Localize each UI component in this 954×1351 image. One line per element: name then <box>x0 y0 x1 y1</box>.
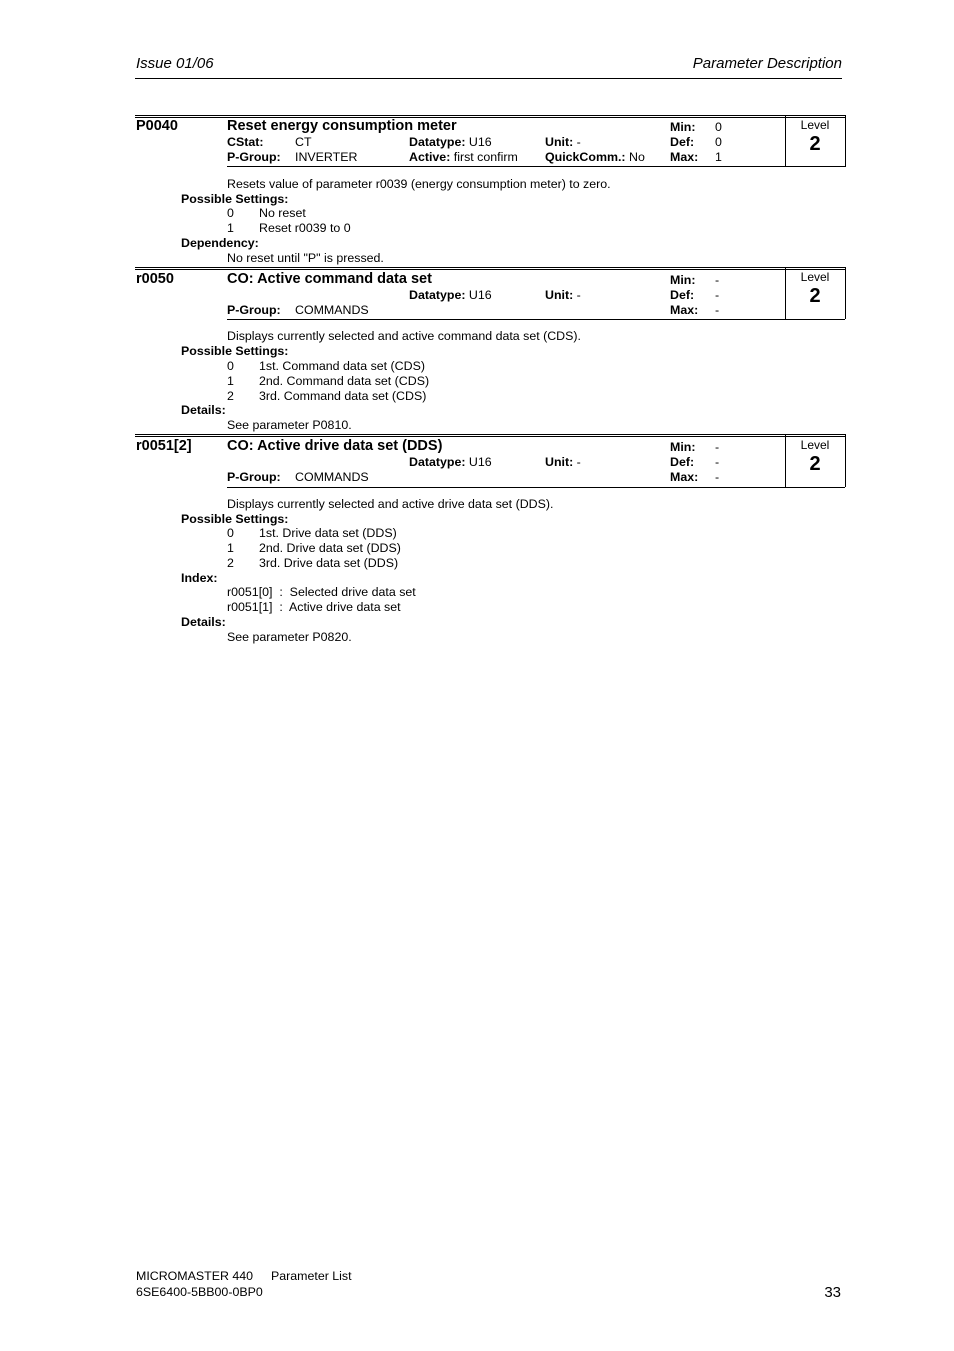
def-value: - <box>715 455 720 469</box>
details-text: See parameter P0810. <box>227 418 352 432</box>
settings-label: Possible Settings: <box>181 344 289 358</box>
param-title: CO: Active command data set <box>227 271 432 287</box>
param-top-rule <box>135 434 845 435</box>
min-value: - <box>715 273 720 287</box>
setting-code: 0 <box>227 206 234 220</box>
index-entry: r0051[0] : Selected drive data set <box>227 585 416 599</box>
level-box-right <box>845 434 846 487</box>
active <box>409 150 518 165</box>
dependency-text: No reset until "P" is pressed. <box>227 251 384 265</box>
setting-text: 3rd. Command data set (CDS) <box>259 389 427 403</box>
index-entry: r0051[1] : Active drive data set <box>227 600 401 614</box>
datatype-value: U16 <box>468 288 492 302</box>
details-label: Details: <box>181 403 226 417</box>
datatype-value: U16 <box>468 135 492 149</box>
setting-text: 1st. Command data set (CDS) <box>259 359 425 373</box>
unit-value: - <box>576 455 581 469</box>
setting-text: 2nd. Command data set (CDS) <box>259 374 430 388</box>
footer-doc-type: Parameter List <box>271 1269 352 1283</box>
param-description: Displays currently selected and active command data set (CDS). <box>227 329 581 343</box>
quickcomm-label: QuickComm.: <box>545 150 626 164</box>
param-title: CO: Active drive data set (DDS) <box>227 438 443 454</box>
settings-label: Possible Settings: <box>181 512 289 526</box>
level-value: 2 <box>809 285 821 307</box>
max-value: 1 <box>715 150 722 164</box>
level-box-right <box>845 267 846 319</box>
datatype <box>409 455 492 470</box>
param-header-bottom-rule <box>227 319 845 320</box>
param-id: r0051[2] <box>136 438 192 454</box>
level-box-right <box>845 115 846 167</box>
setting-text: No reset <box>259 206 306 220</box>
datatype <box>409 288 492 303</box>
setting-code: 1 <box>227 541 234 555</box>
active-label: Active: <box>409 150 451 164</box>
param-header-bottom-rule <box>227 487 845 488</box>
setting-code: 2 <box>227 556 234 570</box>
min-label: Min: <box>670 440 696 454</box>
settings-label: Possible Settings: <box>181 192 289 206</box>
datatype-label: Datatype: <box>409 455 466 469</box>
header-section-title: Parameter Description <box>692 55 842 72</box>
unit-label: Unit: <box>545 135 574 149</box>
setting-code: 1 <box>227 221 234 235</box>
datatype-label: Datatype: <box>409 135 466 149</box>
page-number: 33 <box>824 1284 841 1301</box>
param-top-rule-2 <box>135 269 845 270</box>
def-label: Def: <box>670 135 695 149</box>
max-label: Max: <box>670 470 699 484</box>
setting-code: 1 <box>227 374 234 388</box>
setting-code: 0 <box>227 526 234 540</box>
pgroup-value: COMMANDS <box>295 470 369 484</box>
setting-code: 0 <box>227 359 234 373</box>
def-label: Def: <box>670 455 695 469</box>
unit-value: - <box>576 135 581 149</box>
dependency-label: Dependency: <box>181 236 259 250</box>
header-rule <box>135 78 842 79</box>
param-top-rule <box>135 115 845 116</box>
def-value: - <box>715 288 720 302</box>
max-value: - <box>715 470 720 484</box>
pgroup-value: COMMANDS <box>295 303 369 317</box>
setting-text: 2nd. Drive data set (DDS) <box>259 541 401 555</box>
index-label: Index: <box>181 571 218 585</box>
param-top-rule-2 <box>135 436 845 437</box>
def-value: 0 <box>715 135 722 149</box>
active-value: first confirm <box>453 150 518 164</box>
min-label: Min: <box>670 120 696 134</box>
quickcomm-value: No <box>629 150 645 164</box>
cstat-label: CStat: <box>227 135 264 149</box>
unit <box>545 135 581 150</box>
cstat-value: CT <box>295 135 312 149</box>
max-value: - <box>715 303 720 317</box>
quickcomm <box>545 150 645 165</box>
setting-text: 3rd. Drive data set (DDS) <box>259 556 399 570</box>
unit <box>545 455 581 470</box>
min-value: - <box>715 440 720 454</box>
pgroup-label: P-Group: <box>227 303 281 317</box>
unit-label: Unit: <box>545 455 574 469</box>
min-label: Min: <box>670 273 696 287</box>
footer-order-number: 6SE6400-5BB00-0BP0 <box>136 1285 263 1299</box>
header-issue: Issue 01/06 <box>136 55 214 72</box>
min-value: 0 <box>715 120 722 134</box>
datatype-value: U16 <box>468 455 492 469</box>
footer-product: MICROMASTER 440 <box>136 1269 254 1283</box>
def-label: Def: <box>670 288 695 302</box>
max-label: Max: <box>670 303 699 317</box>
setting-code: 2 <box>227 389 234 403</box>
param-id: r0050 <box>136 271 174 287</box>
param-header-bottom-rule <box>227 166 845 167</box>
level-label: Level <box>800 118 830 132</box>
unit <box>545 288 581 303</box>
level-value: 2 <box>809 453 821 475</box>
pgroup-label: P-Group: <box>227 470 281 484</box>
pgroup-label: P-Group: <box>227 150 281 164</box>
level-label: Level <box>800 270 830 284</box>
datatype <box>409 135 492 150</box>
pgroup-value: INVERTER <box>295 150 358 164</box>
setting-text: Reset r0039 to 0 <box>259 221 351 235</box>
param-title: Reset energy consumption meter <box>227 118 457 134</box>
param-top-rule <box>135 267 845 268</box>
details-text: See parameter P0820. <box>227 630 352 644</box>
datatype-label: Datatype: <box>409 288 466 302</box>
level-value: 2 <box>809 133 821 155</box>
details-label: Details: <box>181 615 226 629</box>
unit-value: - <box>576 288 581 302</box>
param-description: Displays currently selected and active drive data set (DDS). <box>227 497 554 511</box>
max-label: Max: <box>670 150 699 164</box>
param-description: Resets value of parameter r0039 (energy consumption meter) to zero. <box>227 177 611 191</box>
setting-text: 1st. Drive data set (DDS) <box>259 526 397 540</box>
param-id: P0040 <box>136 118 178 134</box>
level-label: Level <box>800 438 830 452</box>
unit-label: Unit: <box>545 288 574 302</box>
